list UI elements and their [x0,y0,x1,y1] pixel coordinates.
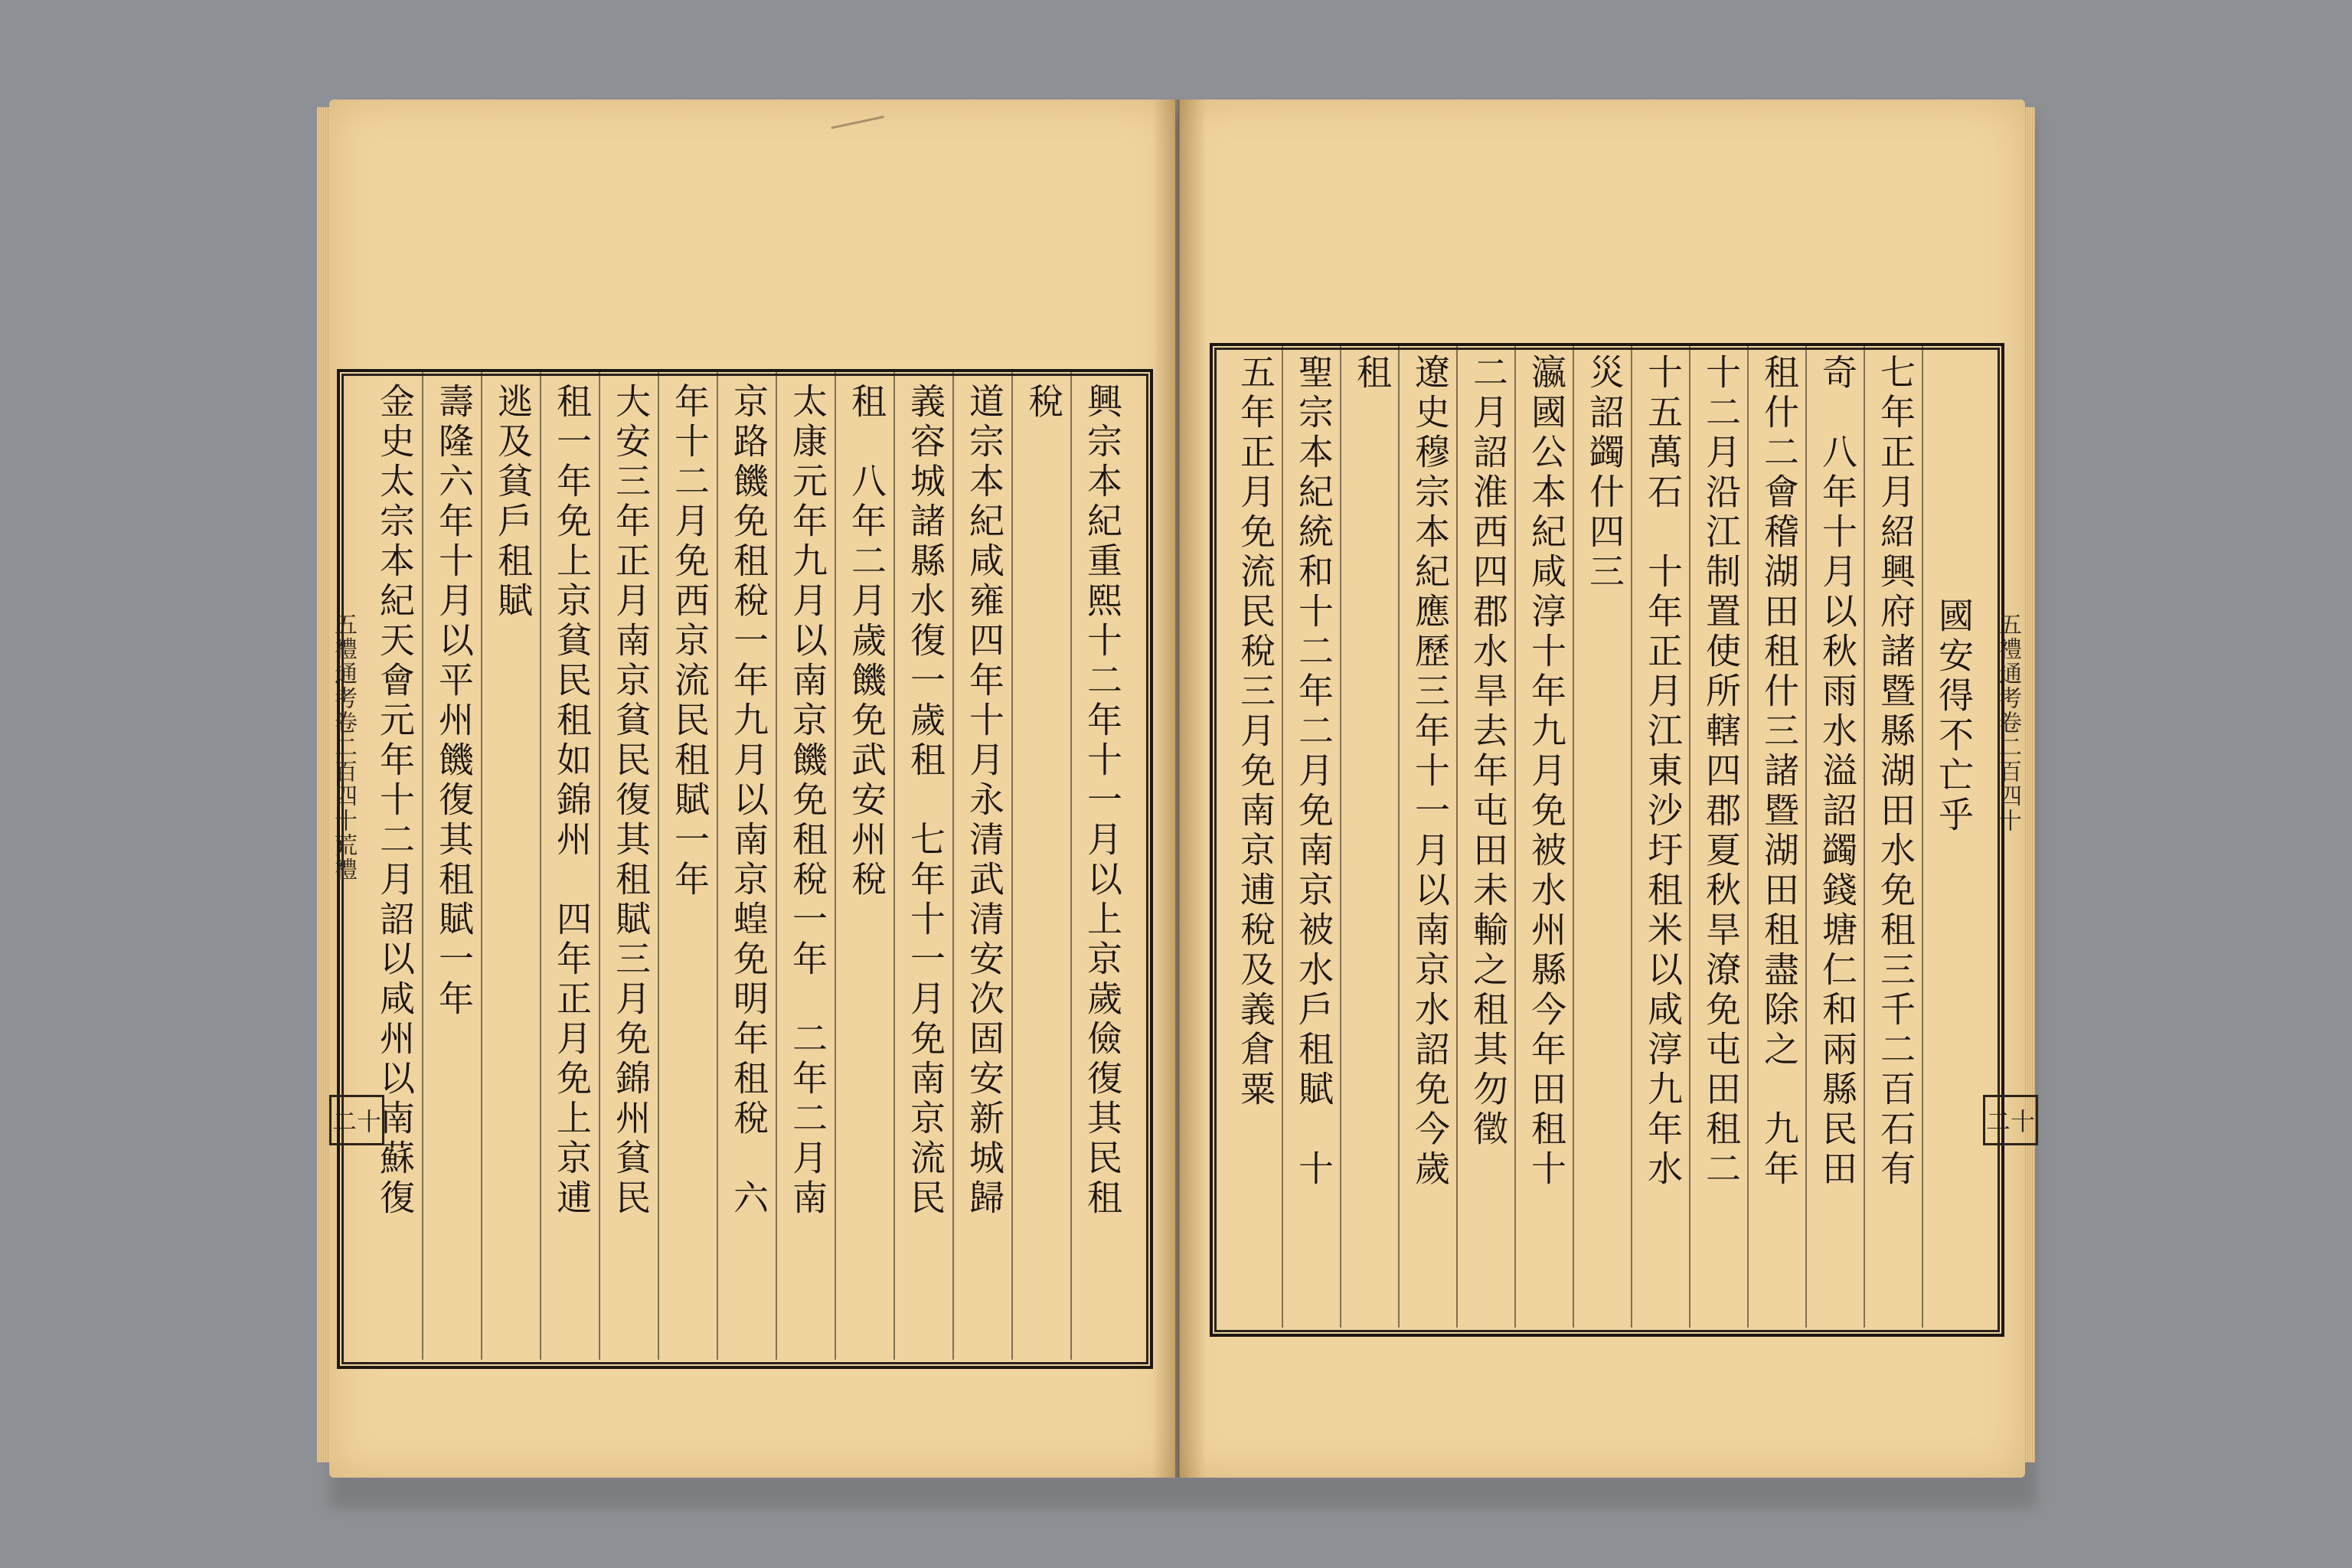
right-rule [1340,346,1341,1328]
left-rule [893,372,895,1360]
right-col-8: 瀛國公本紀咸淳十年九月免被水州縣今年田租十 [1526,354,1567,1190]
left-rule [422,372,423,1360]
left-col-4: 義容城諸縣水復一歲租 七年十一月免南京流民 [905,383,946,1219]
right-col-12: 聖宗本紀統和十二年二月免南京被水戶租賦 十 [1293,354,1334,1190]
left-page-number: 二十 [329,1095,384,1145]
left-col-9: 大安三年正月南京貧民復其租賦三月免錦州貧民 [610,383,652,1219]
right-col-5: 十二月沿江制置使所轄四郡夏秋旱潦免屯田租二 [1700,354,1742,1190]
left-col-10: 租一年免上京貧民租如錦州 四年正月免上京逋 [551,383,593,1219]
right-col-9: 二月詔淮西四郡水旱去年屯田未輸之租其勿徵 [1468,354,1509,1150]
right-rule [1747,346,1749,1328]
left-col-2: 稅 [1023,383,1064,423]
right-rule [1573,346,1574,1328]
right-rule [1456,346,1458,1328]
left-col-3: 道宗本紀咸雍四年十月永清武清安次固安新城歸 [964,383,1005,1219]
left-margin-label: 五禮通考卷二百四十荒禮 [330,612,357,882]
right-rule [1805,346,1807,1328]
right-col-6: 十五萬石 十年正月江東沙圩租米以咸淳九年水 [1642,354,1684,1190]
left-rule [776,372,777,1360]
right-col-4: 租什二會稽湖田租什三諸暨湖田租盡除之 九年 [1759,354,1800,1190]
right-rule [1864,346,1865,1328]
right-col-7: 災詔蠲什四三 [1584,354,1625,593]
right-col-3: 奇 八年十月以秋雨水溢詔蠲錢塘仁和兩縣民田 [1817,354,1858,1190]
left-rule [481,372,482,1360]
right-rule [1282,346,1283,1328]
left-col-1: 興宗本紀重熙十二年十一月以上京歲儉復其民租 [1082,383,1123,1219]
book-gutter [1152,100,1206,1478]
left-rule [1070,372,1072,1360]
right-col-10: 遼史穆宗本紀應歷三年十一月以南京水詔免今歲 [1410,354,1451,1190]
left-col-12: 壽隆六年十月以平州饑復其租賦一年 [433,383,475,1020]
left-col-11: 逃及貧戶租賦 [492,383,534,622]
left-rule [835,372,836,1360]
right-col-13: 五年正月免流民稅三月免南京逋稅及義倉粟 [1235,354,1276,1110]
right-col-11: 租 [1351,354,1393,394]
left-col-13: 金史太宗本紀天會元年十二月詔以咸州以南蘇復 [374,383,416,1219]
right-page-number: 二十 [1983,1095,2038,1145]
right-margin-label: 五禮通考卷二百四十 [1994,612,2021,833]
right-rule [1398,346,1400,1328]
left-col-8: 年十二月免西京流民租賦一年 [669,383,710,900]
right-col-2: 七年正月紹興府諸暨縣湖田水免租三千二百石有 [1875,354,1916,1190]
left-rule [599,372,600,1360]
left-col-5: 租 八年二月歲饑免武安州稅 [846,383,887,900]
right-rule [1922,346,1923,1328]
left-rule [952,372,954,1360]
right-rule [1631,346,1632,1328]
left-rule [540,372,541,1360]
right-rule [1514,346,1516,1328]
left-rule [1011,372,1013,1360]
left-col-7: 京路饑免租稅一年九月以南京蝗免明年租稅 六 [728,383,769,1219]
left-rule [658,372,659,1360]
right-col-1: 國安得不亡乎 [1933,597,1975,836]
left-rule [717,372,718,1360]
right-rule [1689,346,1690,1328]
left-col-6: 太康元年九月以南京饑免租稅一年 二年二月南 [787,383,828,1219]
